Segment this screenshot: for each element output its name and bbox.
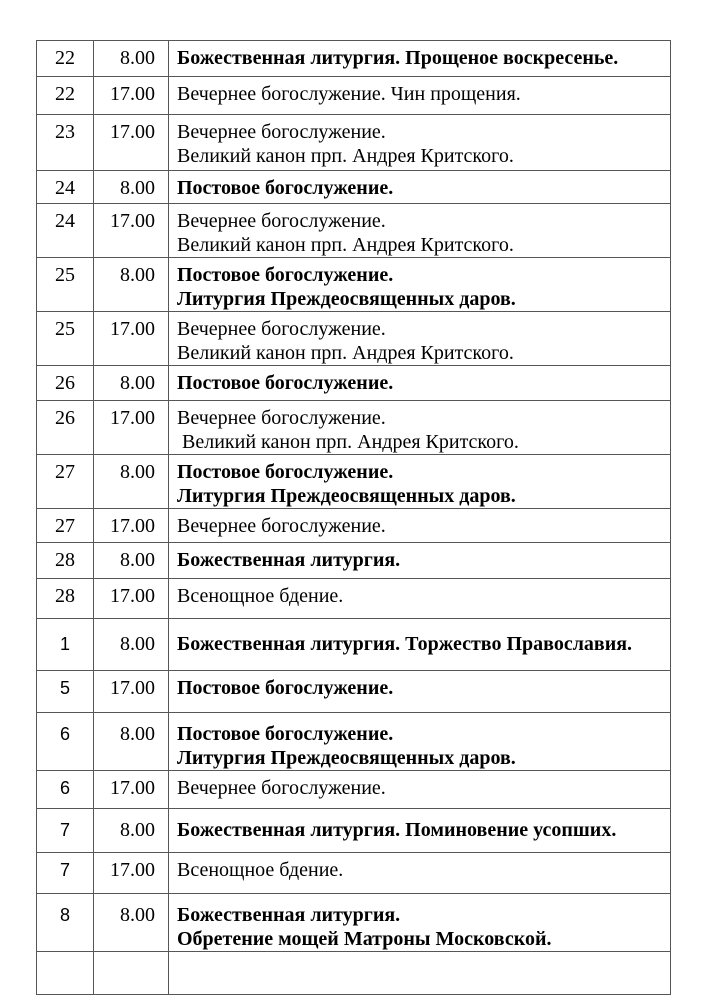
- schedule-row: [37, 312, 671, 366]
- service-cell: [169, 509, 671, 543]
- service-line: Вечернее богослужение.: [177, 121, 386, 143]
- time-cell: 8.00: [94, 894, 169, 952]
- service-cell: [169, 455, 671, 509]
- service-line: Постовое богослужение.: [177, 372, 394, 394]
- schedule-table: [36, 40, 671, 995]
- date-cell: 25: [37, 312, 94, 366]
- service-cell: [169, 543, 671, 579]
- date-cell: 28: [37, 543, 94, 579]
- service-cell: [169, 77, 671, 115]
- time-cell: 8.00: [94, 619, 169, 671]
- schedule-row: [37, 543, 671, 579]
- schedule-row: [37, 455, 671, 509]
- service-cell: [169, 579, 671, 619]
- service-line: Всенощное бдение.: [177, 585, 344, 607]
- service-line: Обретение мощей Матроны Московской.: [177, 928, 552, 950]
- service-line: Литургия Преждеосвященных даров.: [177, 485, 516, 507]
- schedule-row: [37, 619, 671, 671]
- date-cell: 6: [37, 713, 94, 771]
- date-cell: 23: [37, 115, 94, 171]
- service-cell: [169, 713, 671, 771]
- service-cell: [169, 771, 671, 809]
- date-cell: 6: [37, 771, 94, 809]
- time-cell: 17.00: [94, 77, 169, 115]
- schedule-row: [37, 671, 671, 713]
- date-cell: 27: [37, 455, 94, 509]
- date-cell: 24: [37, 171, 94, 204]
- schedule-row: [37, 952, 671, 995]
- service-line: Великий канон прп. Андрея Критского.: [177, 431, 519, 453]
- schedule-row: [37, 853, 671, 894]
- service-line: Вечернее богослужение.: [177, 318, 386, 340]
- time-cell: 17.00: [94, 312, 169, 366]
- service-line: Вечернее богослужение.: [177, 515, 386, 537]
- service-cell: [169, 258, 671, 312]
- schedule-row: [37, 713, 671, 771]
- schedule-row: [37, 258, 671, 312]
- schedule-row: [37, 771, 671, 809]
- service-line: Великий канон прп. Андрея Критского.: [177, 234, 514, 256]
- service-cell: [169, 366, 671, 401]
- date-cell: 25: [37, 258, 94, 312]
- date-cell: 26: [37, 401, 94, 455]
- service-cell: [169, 401, 671, 455]
- schedule-row: [37, 115, 671, 171]
- schedule-row: [37, 579, 671, 619]
- service-line: Литургия Преждеосвященных даров.: [177, 288, 516, 310]
- time-cell: 17.00: [94, 771, 169, 809]
- time-cell: 8.00: [94, 543, 169, 579]
- schedule-row: [37, 171, 671, 204]
- service-line: Великий канон прп. Андрея Критского.: [177, 145, 514, 167]
- service-line: Вечернее богослужение.: [177, 210, 386, 232]
- schedule-row: [37, 366, 671, 401]
- time-cell: 17.00: [94, 401, 169, 455]
- time-cell: 8.00: [94, 455, 169, 509]
- service-cell: [169, 894, 671, 952]
- service-line: Божественная литургия. Торжество Православия.: [177, 633, 633, 655]
- schedule-row: [37, 204, 671, 258]
- time-cell: 17.00: [94, 509, 169, 543]
- service-cell: [169, 809, 671, 853]
- service-cell: [169, 312, 671, 366]
- schedule-table-body: [37, 41, 671, 995]
- schedule-row: [37, 401, 671, 455]
- service-line: Божественная литургия.: [177, 549, 401, 571]
- service-cell: [169, 619, 671, 671]
- schedule-row: [37, 894, 671, 952]
- service-cell: [169, 204, 671, 258]
- date-cell: 24: [37, 204, 94, 258]
- service-line: Вечернее богослужение. Чин прощения.: [177, 83, 521, 105]
- service-cell: [169, 671, 671, 713]
- time-cell: 17.00: [94, 579, 169, 619]
- time-cell: 8.00: [94, 809, 169, 853]
- date-cell: 26: [37, 366, 94, 401]
- time-cell: [94, 952, 169, 995]
- service-line: Литургия Преждеосвященных даров.: [177, 747, 516, 769]
- schedule-row: [37, 41, 671, 77]
- date-cell: 7: [37, 809, 94, 853]
- date-cell: 7: [37, 853, 94, 894]
- date-cell: 22: [37, 41, 94, 77]
- service-line: Божественная литургия. Прощеное воскресенье.: [177, 47, 619, 69]
- time-cell: 17.00: [94, 115, 169, 171]
- service-cell: [169, 952, 671, 995]
- service-cell: [169, 171, 671, 204]
- service-line: Вечернее богослужение.: [177, 407, 386, 429]
- schedule-row: [37, 809, 671, 853]
- time-cell: 17.00: [94, 853, 169, 894]
- date-cell: 22: [37, 77, 94, 115]
- time-cell: 8.00: [94, 366, 169, 401]
- time-cell: 8.00: [94, 713, 169, 771]
- date-cell: 28: [37, 579, 94, 619]
- service-line: Всенощное бдение.: [177, 859, 344, 881]
- service-line: Божественная литургия.: [177, 904, 401, 926]
- service-line: Постовое богослужение.: [177, 264, 394, 286]
- time-cell: 17.00: [94, 204, 169, 258]
- service-cell: [169, 853, 671, 894]
- date-cell: 5: [37, 671, 94, 713]
- schedule-row: [37, 509, 671, 543]
- service-cell: [169, 41, 671, 77]
- time-cell: 8.00: [94, 171, 169, 204]
- service-line: Постовое богослужение.: [177, 677, 394, 699]
- service-line: Божественная литургия. Поминовение усопших.: [177, 819, 617, 841]
- time-cell: 17.00: [94, 671, 169, 713]
- date-cell: 1: [37, 619, 94, 671]
- schedule-row: [37, 77, 671, 115]
- service-line: Великий канон прп. Андрея Критского.: [177, 342, 514, 364]
- service-line: Постовое богослужение.: [177, 723, 394, 745]
- service-line: Постовое богослужение.: [177, 177, 394, 199]
- service-cell: [169, 115, 671, 171]
- date-cell: 8: [37, 894, 94, 952]
- date-cell: [37, 952, 94, 995]
- date-cell: 27: [37, 509, 94, 543]
- time-cell: 8.00: [94, 41, 169, 77]
- service-line: Постовое богослужение.: [177, 461, 394, 483]
- service-line: Вечернее богослужение.: [177, 777, 386, 799]
- time-cell: 8.00: [94, 258, 169, 312]
